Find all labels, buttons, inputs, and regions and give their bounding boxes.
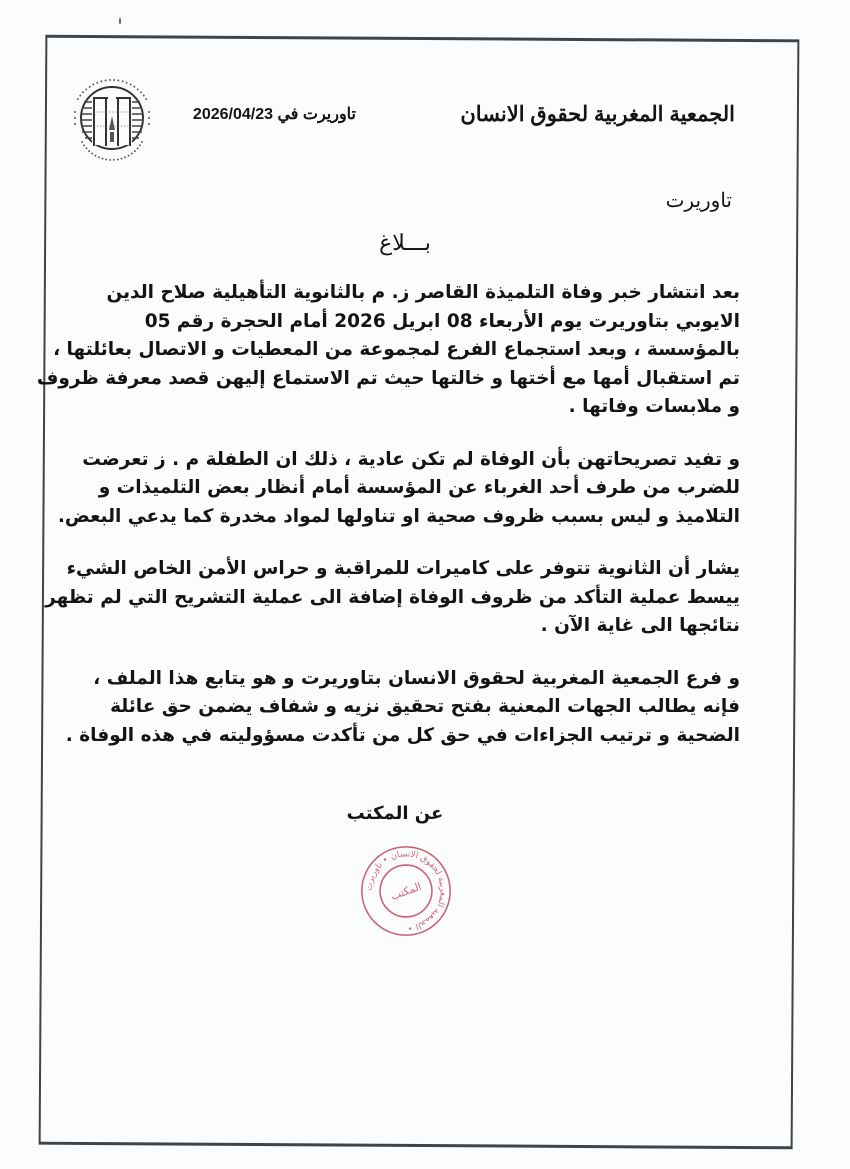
paragraph-demands	[65, 665, 740, 751]
stamp-center-text: المكتب	[389, 880, 424, 903]
organization-name: الجمعية المغربية لحقوق الانسان	[460, 103, 735, 126]
office-stamp-icon	[358, 843, 454, 939]
body-line: فإنه يطالب الجهات المعنية بفتح تحقيق نزيه و شفاف يضمن حق عائلة	[110, 696, 740, 717]
body-line: و ملابسات وفاتها .	[568, 396, 740, 417]
body-line: ييسط عملية التأكد من ظروف الوفاة إضافة الى عملية التشريح التي لم تظهر	[45, 586, 740, 608]
organization-emblem-icon	[62, 68, 162, 168]
body-line: تم استقبال أمها مع أختها و خالتها حيث تم الاستماع إليهن قصد معرفة ظروف	[36, 367, 740, 389]
document-title: بـــلاغ	[379, 230, 431, 255]
svg-text:∙∙∙∙∙∙∙∙∙∙∙∙∙∙∙∙∙∙∙∙: ∙∙∙∙∙∙∙∙∙∙∙∙∙∙∙∙∙∙∙∙	[73, 75, 151, 103]
body-line: للضرب من طرف أحد الغرباء عن المؤسسة أمام أنظار بعض التلميذات و	[98, 477, 740, 498]
body-line: الايوبي بتاوريرت يوم الأربعاء 08 ابريل 2026 أمام الحجرة رقم 05	[144, 310, 740, 332]
signoff: عن المكتب	[346, 803, 444, 824]
body-line: و فرع الجمعية المغربية لحقوق الانسان بتاوريرت و هو يتابع هذا الملف ،	[93, 667, 740, 689]
paragraph-cameras	[45, 555, 740, 641]
svg-text:∙∙∙∙∙∙∙∙∙∙∙∙∙∙∙∙∙∙∙∙: ∙∙∙∙∙∙∙∙∙∙∙∙∙∙∙∙∙∙∙∙	[77, 138, 147, 165]
body-line: نتائجها الى غاية الآن .	[540, 615, 740, 636]
paragraph-incident	[36, 279, 740, 422]
stamp-ring-text: الجمعية المغربية لحقوق الانسان • تاوريرت •	[364, 849, 448, 933]
body-line: و تفيد تصريحاتهن بأن الوفاة لم تكن عادية ، ذلك ان الطفلة م . ز تعرضت	[82, 448, 740, 470]
body-line: يشار أن الثانوية تتوفر على كاميرات للمراقبة و حراس الأمن الخاص الشيء	[66, 558, 740, 579]
body-line: بالمؤسسة ، وبعد استجماع الفرع لمجموعة من المعطيات و الاتصال بعائلتها ،	[53, 339, 740, 360]
statement-body	[36, 279, 740, 774]
paragraph-testimony	[57, 446, 740, 532]
place-and-date: تاوريرت في 2026/04/23	[192, 106, 356, 123]
body-line: الضحية و ترتيب الجزاءات في حق كل من تأكدت مسؤوليته في هذه الوفاة .	[65, 724, 740, 746]
branch-city: تاوريرت	[665, 190, 732, 212]
scan-speck	[119, 18, 121, 24]
body-line: التلاميذ و ليس بسبب ظروف صحية او تناولها لمواد مخدرة كما يدعي البعض.	[57, 505, 740, 527]
body-line: بعد انتشار خبر وفاة التلميذة القاصر ز. م بالثانوية التأهيلية صلاح الدين	[106, 282, 740, 303]
